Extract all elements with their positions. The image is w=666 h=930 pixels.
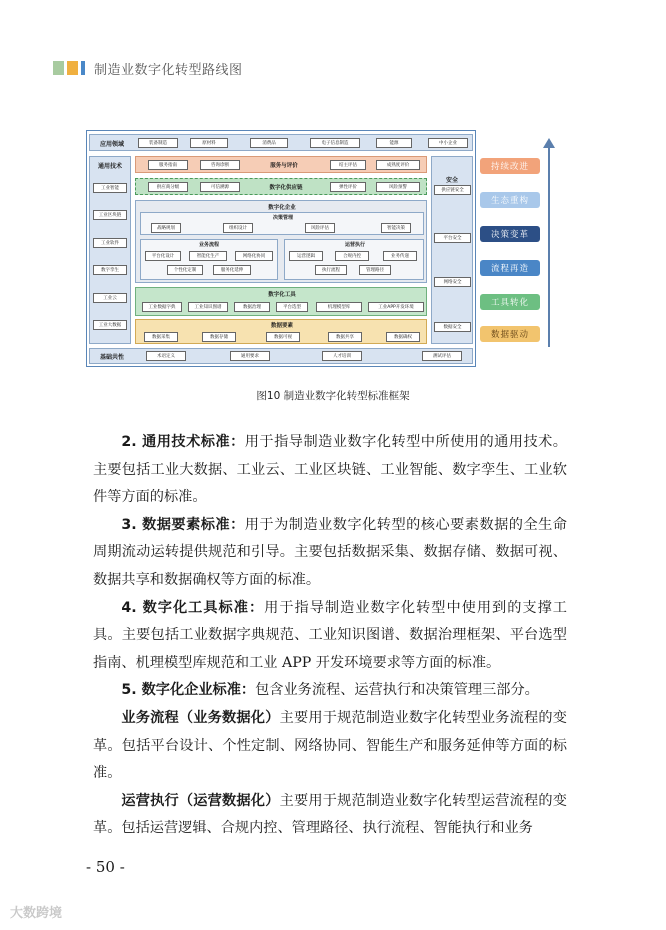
application-item: 能源	[376, 138, 412, 148]
general-tech-item: 工业智能	[93, 183, 127, 193]
header-square-blue	[81, 61, 85, 75]
business-item: 服务化延伸	[213, 265, 251, 275]
business-item: 平台化设计	[145, 251, 181, 261]
service-title: 服务与评价	[270, 163, 298, 169]
paragraph-keyword: 4. 数字化工具标准：	[121, 599, 265, 616]
application-item: 电子信息制造	[310, 138, 360, 148]
application-item: 装备制造	[138, 138, 178, 148]
decision-item: 风险评估	[305, 223, 335, 233]
business-box	[140, 239, 278, 280]
paragraph	[93, 705, 567, 788]
paragraph-text: 主要用于规范制造业数字化转型业务流程的变革。包括平台设计、个性定制、网络协同、智能生产和服务延伸等方面的标准。	[93, 709, 567, 782]
tools-item: 工业数据字典	[142, 302, 182, 312]
general-tech-label: 通用技术	[97, 163, 122, 170]
paragraph-text: 用于指导制造业数字化转型中使用到的支撑工具。主要包括工业数据字典规范、工业知识图谱、数据治理框架、平台选型指南、机理模型库规范和工业 APP 开发环境要求等方面的标准。	[93, 599, 567, 671]
basic-item: 术语定义	[146, 351, 186, 361]
stage-label: 数据驱动	[480, 326, 540, 342]
business-item: 个性化定制	[167, 265, 203, 275]
page-header	[53, 60, 243, 76]
operation-box	[284, 239, 424, 280]
paragraph	[93, 512, 567, 595]
service-item: 服务指南	[148, 160, 188, 170]
paragraph-text: 用于为制造业数字化转型的核心要素数据的全生命周期流动运转提供规范和引导。主要包括数据采集、数据存储、数据可视、数据共享和数据确权等方面的标准。	[93, 516, 567, 588]
stage-label: 持续改进	[480, 158, 540, 174]
tools-title: 数字化工具	[268, 292, 296, 298]
tools-item: 工业知识图谱	[188, 302, 228, 312]
body-text	[93, 429, 567, 843]
application-label: 应用领域	[99, 141, 124, 148]
operation-item: 业务传递	[383, 251, 417, 261]
stage-label: 决策变革	[480, 226, 540, 242]
tools-item: 机理模型库	[316, 302, 362, 312]
paragraph-keyword: 5. 数字化企业标准：	[121, 682, 256, 699]
supply-item: 供应商分级	[148, 182, 188, 192]
general-tech-item: 工业云	[93, 293, 127, 303]
paragraph-keyword: 运营执行（运营数据化）	[121, 792, 280, 809]
tools-band	[135, 287, 427, 316]
security-label: 安全	[445, 177, 458, 184]
service-band	[135, 156, 427, 173]
general-tech-item: 工业软件	[93, 238, 127, 248]
general-tech-item: 工业区块链	[93, 210, 127, 220]
stage-column	[480, 152, 556, 347]
header-square-orange	[67, 61, 78, 75]
tools-item: 工业APP开发环境	[368, 302, 424, 312]
security-column	[431, 156, 473, 344]
data-elements-item: 数据确权	[386, 332, 420, 342]
business-title: 业务流程	[198, 242, 219, 248]
paragraph	[93, 677, 567, 705]
paragraph-text: 用于指导制造业数字化转型中所使用的通用技术。主要包括工业大数据、工业云、工业区块链、工业智能、数字孪生、工业软件等方面的标准。	[93, 434, 567, 506]
service-item: 咨询诊断	[200, 160, 240, 170]
supply-item: 风险预警	[376, 182, 420, 192]
security-item: 网络安全	[434, 277, 471, 287]
paragraph-keyword: 2. 通用技术标准：	[121, 434, 245, 450]
basic-label: 基础共性	[99, 354, 124, 361]
data-elements-item: 数据存储	[202, 332, 236, 342]
enterprise-band	[135, 200, 427, 283]
decision-item: 组织设计	[223, 223, 253, 233]
basic-item: 人才培训	[322, 351, 362, 361]
general-tech-item: 数字孪生	[93, 265, 127, 275]
decision-item: 智能决策	[381, 223, 411, 233]
stage-label: 流程再造	[480, 260, 540, 276]
basic-item: 通用要求	[230, 351, 270, 361]
paragraph-text: 主要用于规范制造业数字化转型运营流程的变革。包括运营逻辑、合规内控、管理路径、执行流程、智能执行和业务	[93, 792, 567, 837]
stage-label: 工具转化	[480, 294, 540, 310]
basic-row	[89, 348, 473, 364]
operation-item: 执行流程	[315, 265, 347, 275]
supply-item: 弹性评价	[330, 182, 366, 192]
data-elements-item: 数据采集	[144, 332, 178, 342]
security-item: 供应链安全	[434, 185, 471, 195]
framework-figure	[86, 130, 476, 367]
decision-title: 决策管理	[272, 215, 293, 221]
tools-item: 平台选型	[276, 302, 308, 312]
security-item: 数据安全	[434, 322, 471, 332]
figure-caption: 图10 制造业数字化转型标准框架	[256, 390, 410, 402]
paragraph-keyword: 3. 数据要素标准：	[121, 516, 245, 533]
business-item: 网络化协同	[235, 251, 273, 261]
general-tech-item: 工业大数据	[93, 320, 127, 330]
data-elements-item: 数据共享	[328, 332, 362, 342]
application-item: 中小企业	[428, 138, 468, 148]
data-elements-band	[135, 319, 427, 344]
operation-item: 运营逻辑	[289, 251, 323, 261]
tools-item: 数据治理	[234, 302, 270, 312]
operation-title: 运营执行	[344, 242, 365, 248]
security-item: 平台安全	[434, 233, 471, 243]
header-title: 制造业数字化转型路线图	[94, 62, 243, 78]
general-tech-column	[89, 156, 131, 344]
paragraph	[93, 595, 567, 678]
paragraph	[93, 429, 567, 512]
application-item: 原材料	[190, 138, 228, 148]
decision-box	[140, 212, 424, 235]
service-item: 结主评估	[330, 160, 366, 170]
stage-label: 生态重构	[480, 192, 540, 208]
basic-item: 测试评估	[422, 351, 462, 361]
header-square-green	[53, 61, 64, 75]
supply-item: 可信溯源	[200, 182, 240, 192]
application-row	[89, 134, 473, 151]
paragraph	[93, 788, 567, 843]
supply-chain-band	[135, 178, 427, 195]
application-item: 消费品	[250, 138, 288, 148]
data-elements-item: 数据可视	[266, 332, 300, 342]
enterprise-title: 数字化企业	[268, 205, 296, 211]
service-item: 成熟度评价	[376, 160, 420, 170]
paragraph-keyword: 业务流程（业务数据化）	[121, 709, 280, 726]
supply-title: 数字化供应链	[269, 185, 303, 191]
data-elements-title: 数据要素	[270, 323, 293, 329]
paragraph-text: 包含业务流程、运营执行和决策管理三部分。	[255, 682, 539, 699]
business-item: 智能化生产	[189, 251, 227, 261]
upward-arrow-line	[548, 146, 550, 347]
operation-item: 合规内控	[335, 251, 369, 261]
operation-item: 管理路径	[359, 265, 391, 275]
decision-item: 战略规划	[151, 223, 181, 233]
page-number: - 50 -	[86, 858, 125, 876]
watermark: 大数跨境	[10, 906, 63, 921]
